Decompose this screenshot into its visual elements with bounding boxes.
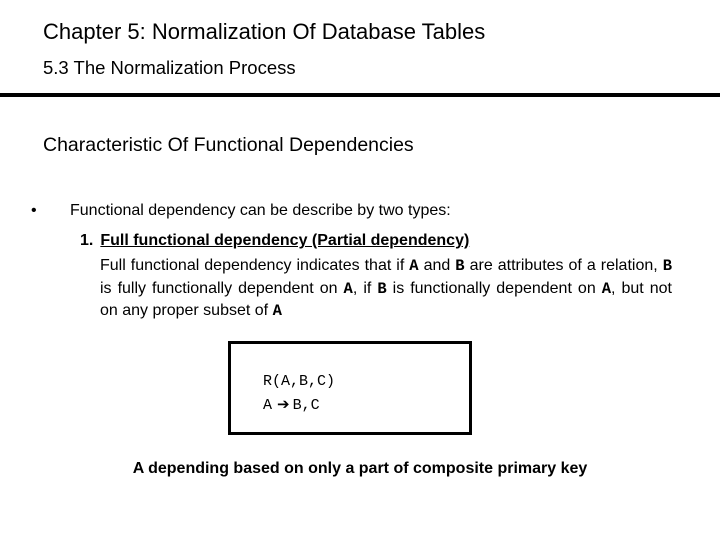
attribute-b: B <box>455 257 465 275</box>
example-caption: A depending based on only a part of composite primary key <box>132 460 588 477</box>
dependency-example-box <box>228 341 472 435</box>
relation-schema: R(A,B,C) <box>263 373 336 390</box>
definition-paragraph <box>100 255 672 323</box>
attribute-a: A <box>272 302 282 320</box>
dependent-attributes: B,C <box>292 397 320 414</box>
attribute-a: A <box>343 279 353 298</box>
attribute-b: B <box>662 257 673 275</box>
bullet-text: Functional dependency can be describe by two types: <box>70 202 451 219</box>
definition-text: is functionally dependent on <box>386 279 602 297</box>
section-title: 5.3 The Normalization Process <box>43 57 296 78</box>
definition-text: , if <box>352 279 378 297</box>
item-title: Full functional dependency (Partial dependency) <box>100 232 470 249</box>
functional-dependency <box>263 394 320 416</box>
bullet-marker: • <box>31 202 37 219</box>
definition-text: Full functional dependency indicates that if <box>100 257 410 274</box>
definition-text: , but not on any proper subset of <box>100 279 672 319</box>
header-divider <box>0 93 720 97</box>
slide-heading: Characteristic Of Functional Dependencies <box>43 134 414 156</box>
definition-text: are attributes of a relation, <box>464 257 663 274</box>
attribute-b: B <box>377 279 387 298</box>
definition-text: and <box>418 257 456 274</box>
determinant: A <box>263 397 273 414</box>
attribute-a: A <box>409 257 419 275</box>
arrow-icon: ➔ <box>277 395 290 413</box>
attribute-a: A <box>601 279 612 298</box>
chapter-title: Chapter 5: Normalization Of Database Tables <box>43 19 486 44</box>
definition-text: is fully functionally dependent on <box>100 279 344 297</box>
item-number: 1. <box>80 232 94 249</box>
numbered-item-heading <box>80 231 469 251</box>
